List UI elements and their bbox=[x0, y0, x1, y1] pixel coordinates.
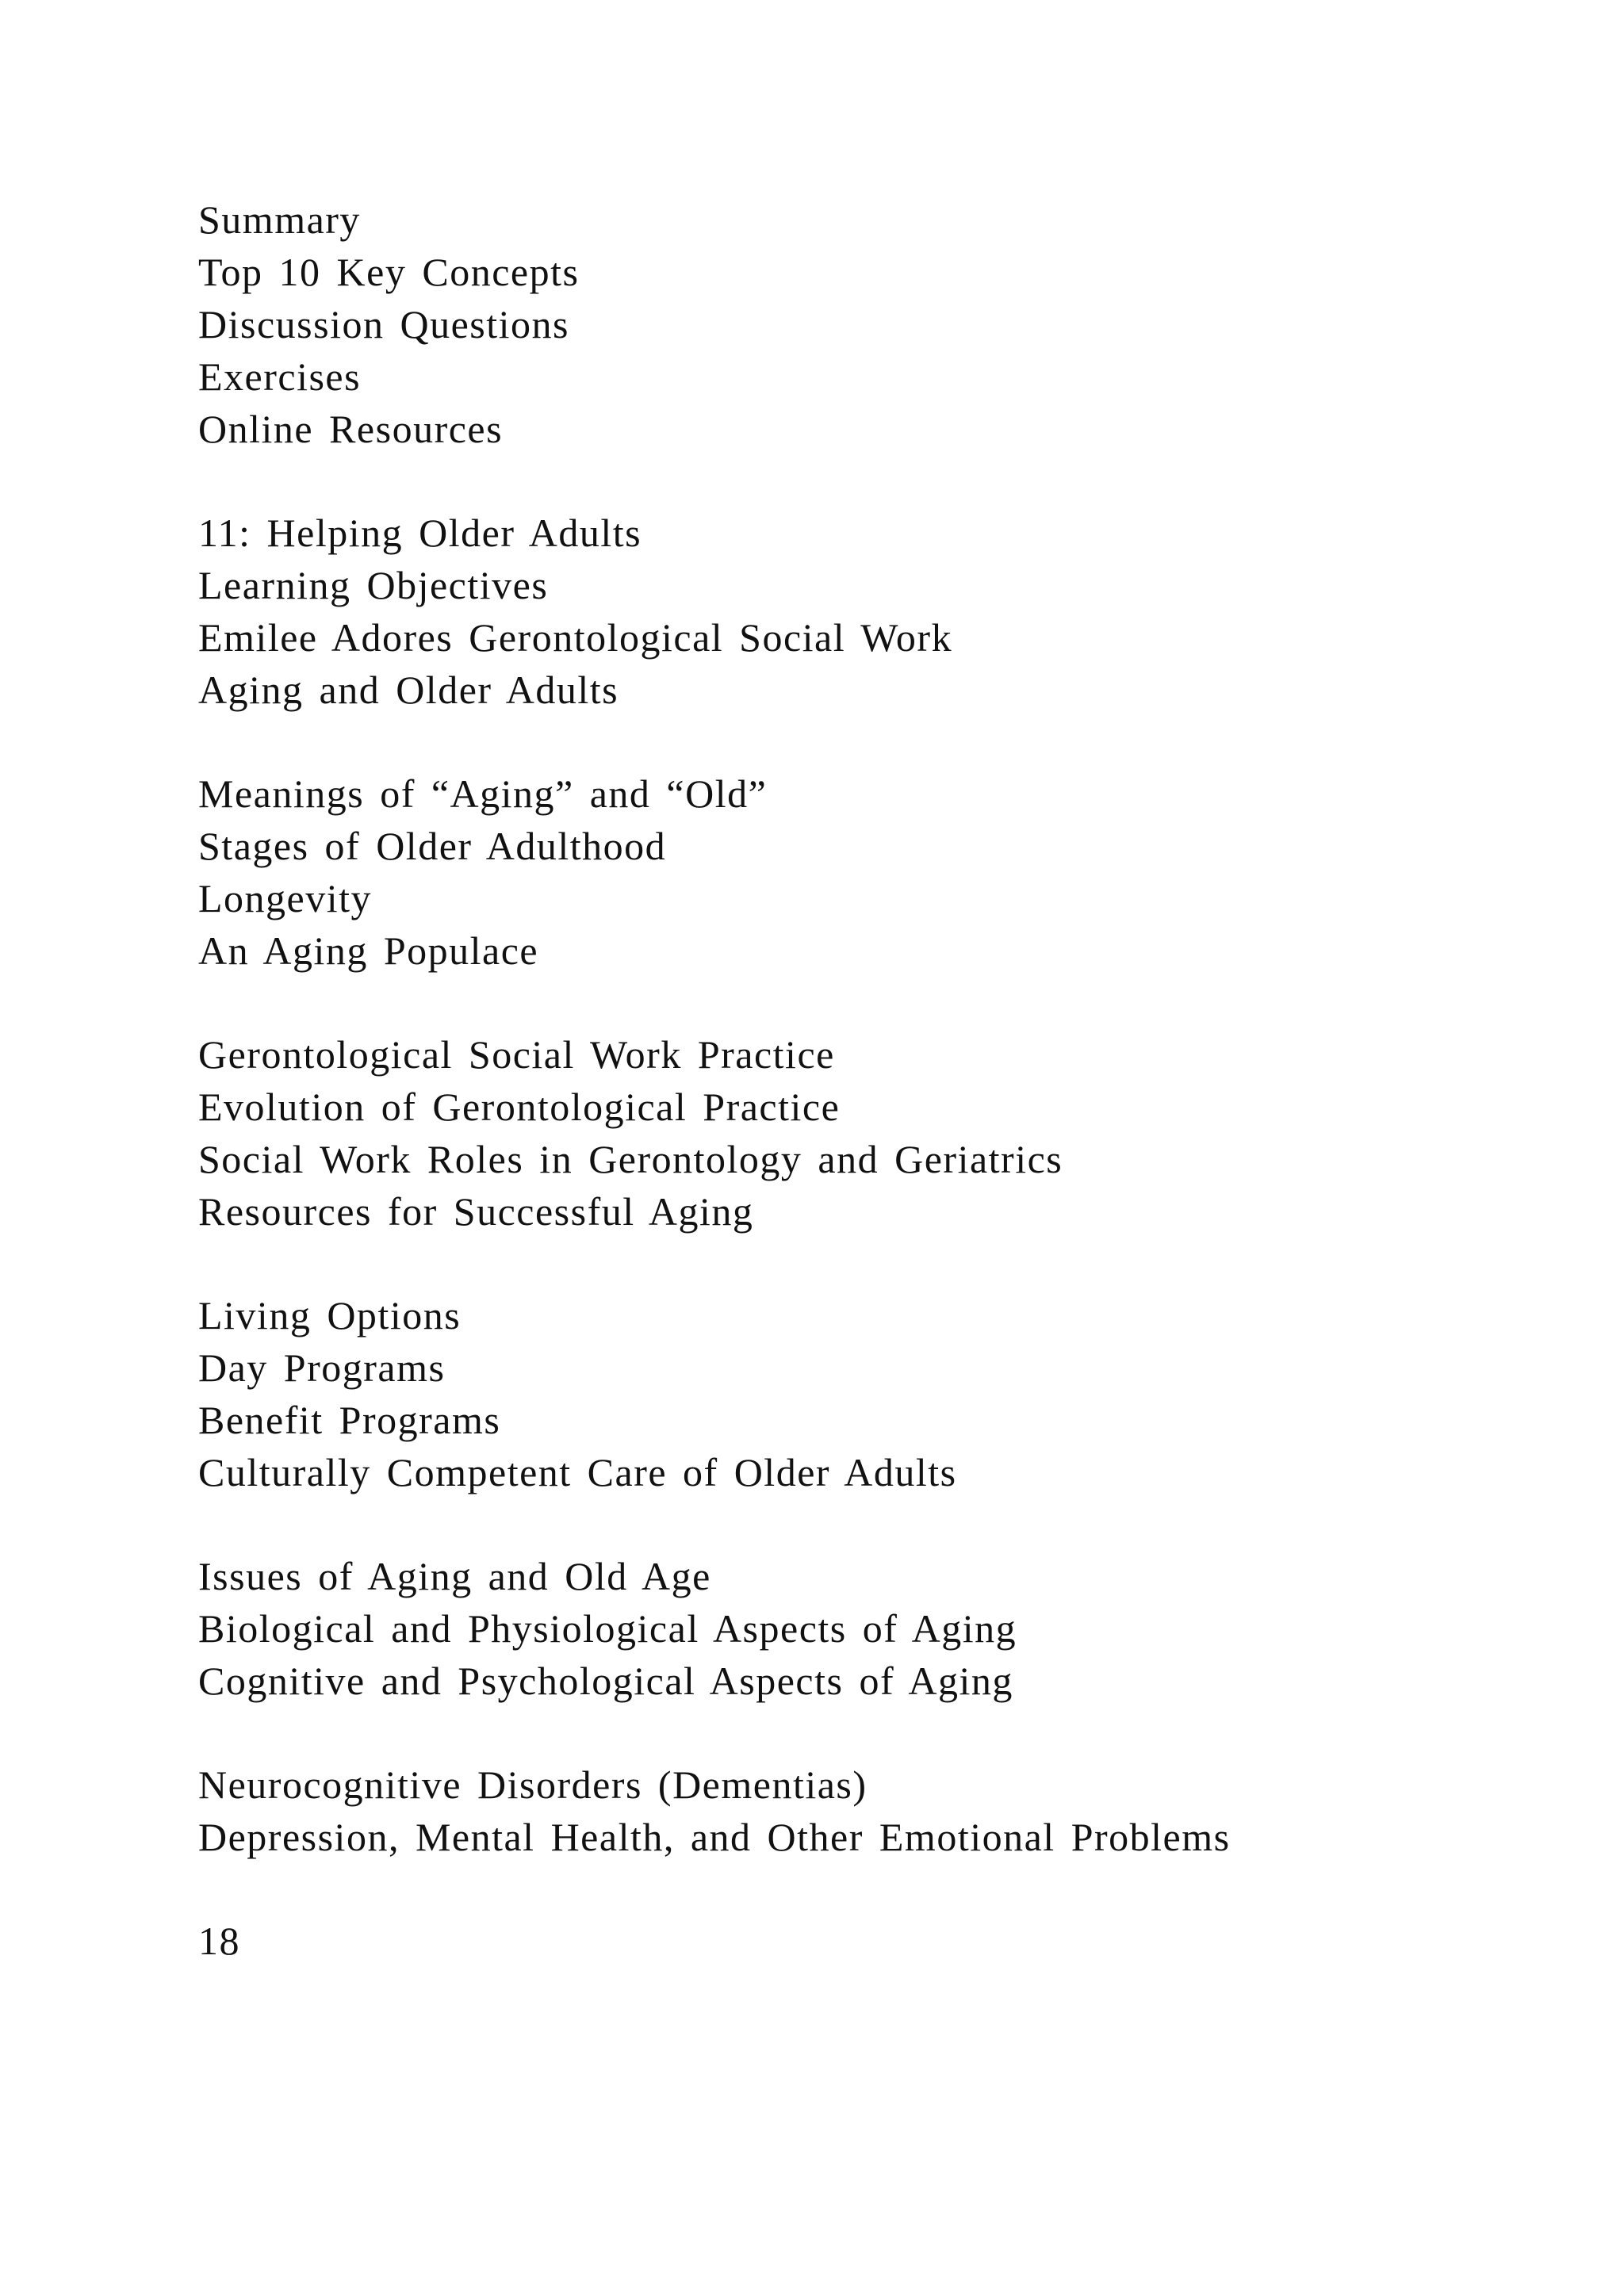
toc-entry: Exercises bbox=[198, 354, 362, 399]
toc-entry: Day Programs bbox=[198, 1345, 446, 1390]
toc-entry: Social Work Roles in Gerontology and Geriatrics bbox=[198, 1137, 1063, 1181]
toc-entry: Longevity bbox=[198, 876, 373, 920]
toc-entry: Top 10 Key Concepts bbox=[198, 250, 580, 294]
toc-entry: Discussion Questions bbox=[198, 302, 569, 346]
toc-entry: Neurocognitive Disorders (Dementias) bbox=[198, 1762, 868, 1807]
toc-entry: Biological and Physiological Aspects of Aging bbox=[198, 1606, 1017, 1651]
toc-entry: Emilee Adores Gerontological Social Work bbox=[198, 615, 953, 660]
toc-group-disorders bbox=[198, 1758, 1546, 1863]
toc-entry: Online Resources bbox=[198, 407, 504, 451]
toc-entry: Cognitive and Psychological Aspects of Aging bbox=[198, 1659, 1013, 1703]
page-number: 18 bbox=[198, 1919, 240, 1963]
toc-group-issues-of-aging bbox=[198, 1550, 1546, 1707]
toc-entry: Resources for Successful Aging bbox=[198, 1189, 754, 1234]
toc-entry: Living Options bbox=[198, 1293, 462, 1337]
toc-entry: Stages of Older Adulthood bbox=[198, 824, 667, 868]
toc-entry: Gerontological Social Work Practice bbox=[198, 1032, 835, 1077]
toc-group-gerontological-practice bbox=[198, 1028, 1546, 1238]
toc-group-chapter-end bbox=[198, 193, 1546, 455]
toc-group-living-options bbox=[198, 1289, 1546, 1498]
toc-entry: Learning Objectives bbox=[198, 563, 549, 607]
toc-entry: Benefit Programs bbox=[198, 1398, 501, 1442]
toc-entry: Evolution of Gerontological Practice bbox=[198, 1085, 841, 1129]
toc-entry: Summary bbox=[198, 197, 361, 242]
toc-entry: Depression, Mental Health, and Other Emotional Problems bbox=[198, 1815, 1231, 1859]
toc-entry: Aging and Older Adults bbox=[198, 668, 619, 712]
toc-group-aging-meanings bbox=[198, 767, 1546, 977]
toc-entry: An Aging Populace bbox=[198, 928, 539, 973]
table-of-contents bbox=[198, 193, 1546, 1967]
toc-entry: Meanings of “Aging” and “Old” bbox=[198, 771, 768, 816]
toc-entry: Issues of Aging and Old Age bbox=[198, 1554, 711, 1598]
toc-chapter-title: 11: Helping Older Adults bbox=[198, 511, 642, 555]
toc-entry: Culturally Competent Care of Older Adults bbox=[198, 1450, 957, 1494]
toc-group-chapter-11 bbox=[198, 507, 1546, 716]
